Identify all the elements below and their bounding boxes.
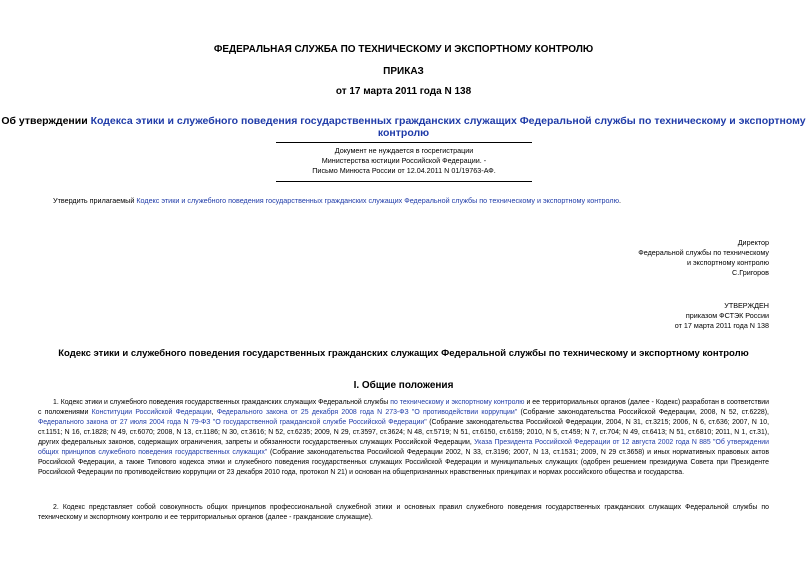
- para1-text-4: (Собрание законодательства Российской Федерации, 2008, N 52, ст.6228),: [517, 409, 769, 416]
- document-type: ПРИКАЗ: [383, 66, 424, 77]
- note-bottom-rule: [276, 181, 532, 182]
- registration-note: [260, 146, 548, 176]
- para1-text-6: (Собрание законодательства Российской Федерации 2002, N 33, ст.3196; 2007, N 13, ст.1531; 2009, N 29 ст.3658) и иных нормативных правовых актов Российской Федерации, а также Типового кодекса этики и служебного поведения государственных служащих Российской Федерации и муниципальных служащих (одобрен решением президиума Совета при Президенте Российской Федерации по противодействию коррупции от 23 декабря 2010 года, протокол N 21) и основан на общепризнанных нравственных принципах и нормах российского общества и государства.: [38, 449, 770, 476]
- para1-link-law-79[interactable]: Федерального закона от 27 июля 2004 года N 79-ФЗ "О государственной гражданской службе Российской Федерации": [38, 419, 427, 426]
- paragraph-1: [38, 398, 769, 478]
- approved-line-2: приказом ФСТЭК России: [685, 311, 769, 320]
- code-title: Кодекс этики и служебного поведения государственных гражданских служащих Федеральной службы по техническому и экспортному контролю: [58, 348, 749, 359]
- approved-line-1: УТВЕРЖДЕН: [724, 301, 769, 310]
- heading-prefix: Об утверждении: [1, 115, 91, 127]
- approve-prefix: Утвердить прилагаемый: [53, 196, 137, 205]
- approved-line-3: от 17 марта 2011 года N 138: [674, 321, 769, 330]
- approve-statement: [53, 196, 773, 205]
- section-title: I. Общие положения: [353, 380, 454, 391]
- signature-line-4: С.Григоров: [732, 268, 769, 277]
- approve-code-link[interactable]: Кодекс этики и служебного поведения государственных гражданских служащих Федеральной службы по техническому и экспортному контролю: [136, 196, 619, 205]
- note-line-3: Письмо Минюста России от 12.04.2011 N 01/19763-АФ.: [312, 166, 496, 175]
- para1-text-5: (Собрание законодательства Российской Федерации, 2004, N 31, ст.3215; 2006, N 6, ст.636; 2007, N 10, ст.1151; N 16, ст.1828; N 49, ст.6070; 2008, N 13, ст.1186; N 30, ст.3616; N 52, ст.6235; 2009, N 29, ст.3597, ст.3624; N 48, ст.5719; N 51, ст.6150, ст.6159; 2010, N 5, ст.459; N 7, ст.704; N 49, ст.6413; N 51, ст.6810; 2011, N 1, ст.31), других федеральных законов, содержащих ограничения, запреты и обязанности государственных служащих Российской Федерации,: [38, 419, 769, 446]
- note-line-1: Документ не нуждается в госрегистрации: [334, 146, 474, 155]
- approve-suffix: .: [618, 196, 621, 205]
- document-heading: [0, 115, 807, 139]
- signature-line-2: Федеральной службы по техническому: [638, 248, 769, 257]
- para1-text-3: ,: [211, 409, 217, 416]
- note-top-rule: [276, 142, 532, 143]
- signature-line-3: и экспортному контролю: [686, 258, 769, 267]
- approved-block: [675, 301, 769, 331]
- paragraph-2: 2. Кодекс представляет собой совокупность общих принципов профессиональной служебной этики и основных правил служебного поведения государственных гражданских служащих Федеральной службы по техническому и экспортному контролю и ее территориальных органов (далее - гражданские служащие).: [38, 504, 769, 521]
- para1-link-constitution[interactable]: Конституции Российской Федерации: [91, 409, 212, 416]
- signature-block: [638, 238, 769, 278]
- para1-text-1: 1. Кодекс этики и служебного поведения государственных гражданских служащих Федеральной службы: [53, 399, 391, 406]
- para1-link-service[interactable]: по техническому и экспортному контролю: [390, 399, 525, 406]
- para1-link-law-273[interactable]: Федерального закона от 25 декабря 2008 года N 273-ФЗ "О противодействии коррупции": [216, 409, 518, 416]
- document-date: от 17 марта 2011 года N 138: [335, 86, 472, 97]
- code-heading-link[interactable]: Кодекса этики и служебного поведения государственных гражданских служащих Федеральной службы по техническому и экспортному контролю: [90, 115, 806, 139]
- signature-line-1: Директор: [737, 238, 769, 247]
- para1-link-decree-885[interactable]: Указа Президента Российской Федерации от 12 августа 2002 года N 885 "Об утверждении общих принципов служебного поведения государственных служащих": [38, 439, 769, 456]
- agency-name: ФЕДЕРАЛЬНАЯ СЛУЖБА ПО ТЕХНИЧЕСКОМУ И ЭКСПОРТНОМУ КОНТРОЛЮ: [213, 44, 594, 55]
- para1-text-2: и ее территориальных органов (далее - Кодекс) разработан в соответствии с положениями: [38, 399, 769, 416]
- note-line-2: Министерства юстиции Российской Федерации. -: [321, 156, 487, 165]
